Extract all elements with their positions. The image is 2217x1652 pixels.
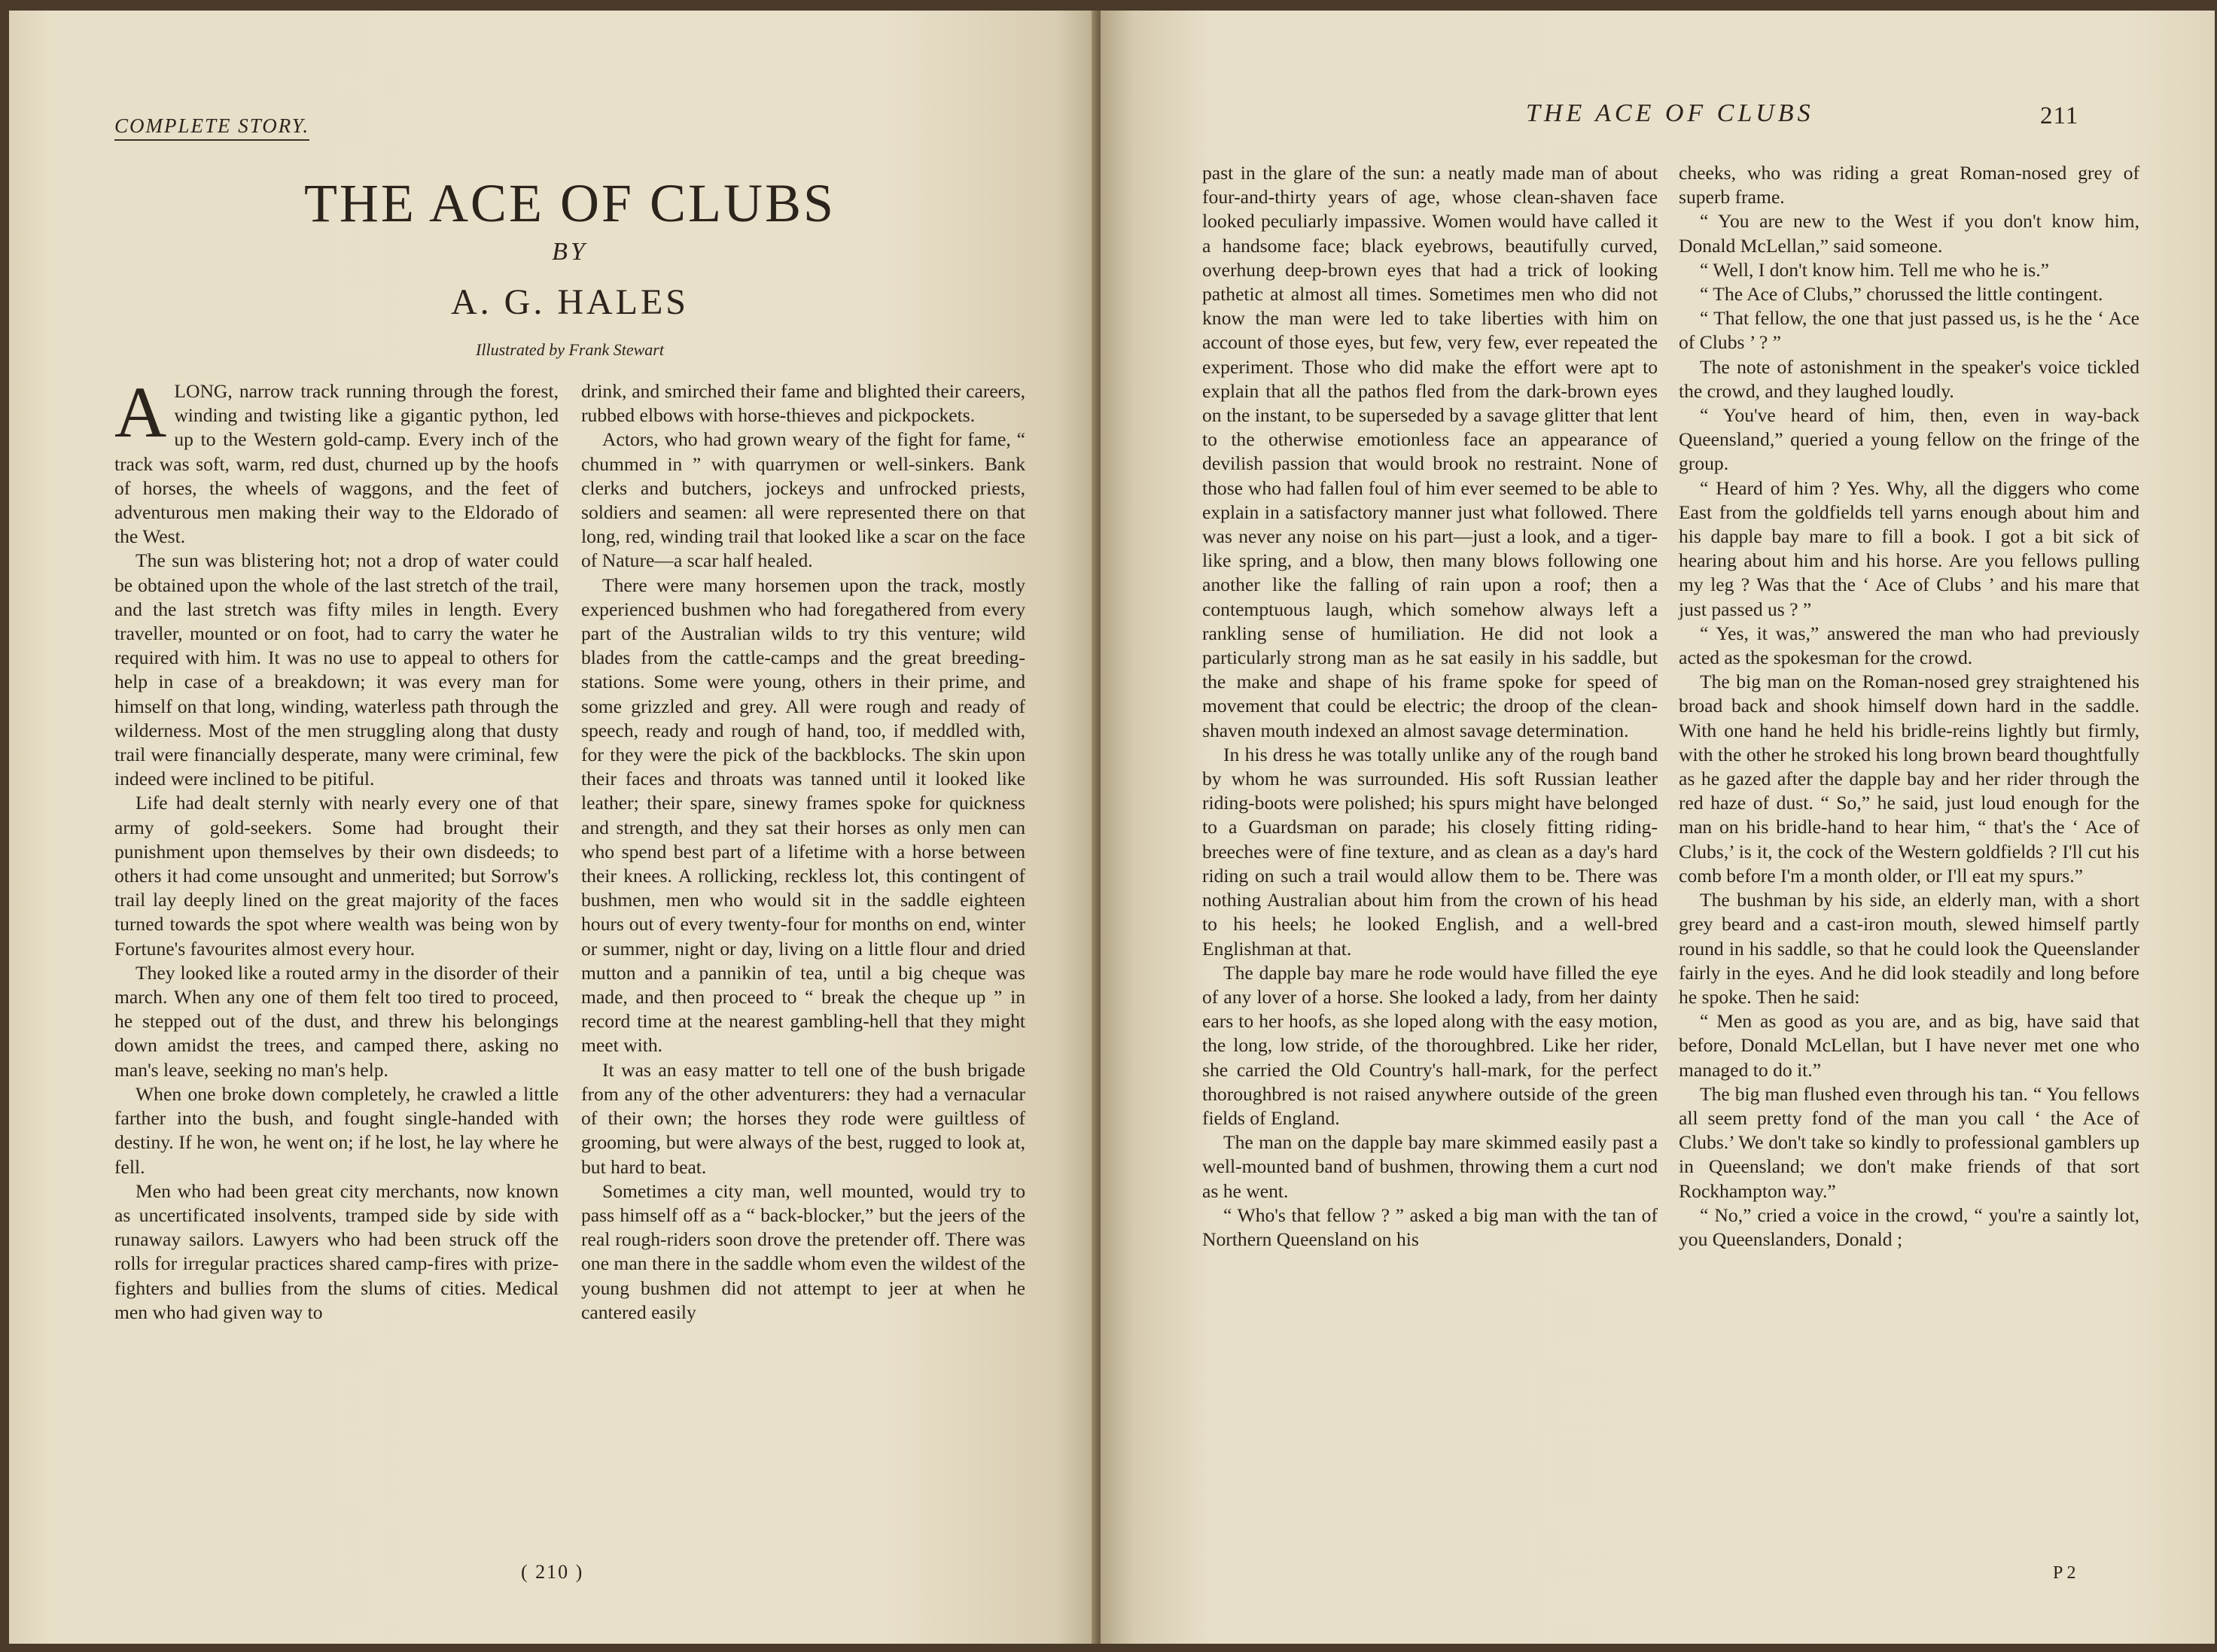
paragraph: “ Who's that fellow ? ” asked a big man with the tan of Northern Queensland on his	[1202, 1203, 1658, 1250]
paragraph: The man on the dapple bay mare skimmed easily past a well-mounted band of bushmen, throwing them a curt nod as he went.	[1202, 1131, 1658, 1202]
paragraph: “ Men as good as you are, and as big, have said that before, Donald McLellan, but I have never met one who managed to do it.”	[1679, 1010, 2139, 1081]
paragraph: The big man on the Roman-nosed grey straightened his broad back and shook himself down hard in the saddle. With one hand he held his bridle-reins lightly but firmly, with the other he stroked his long brown beard thoughtfully as he gazed after the dapple bay and her rider through the red haze of dust. “ So,” he said, just loud enough for the man on his bridle-hand to hear him, “ that's the ‘ Ace of Clubs,’ is it, the cock of the Western goldfields ? I'll cut his comb before I'm a month older, or I'll eat my spurs.”	[1679, 671, 2139, 887]
paragraph: The bushman by his side, an elderly man, with a short grey beard and a cast-iron mouth, slewed himself partly round in his saddle, so that he could look the Queenslander fairly in the eyes. And he did look steadily and long before he spoke. Then he said:	[1679, 889, 2139, 1008]
illustrator-credit: Illustrated by Frank Stewart	[476, 340, 664, 359]
author-name: A. G. HALES	[451, 282, 689, 322]
paragraph: They looked like a routed army in the disorder of their march. When any one of them felt too tired to proceed, he stepped out of the dust, and threw his belongings down amidst the trees, and camped there, asking no man's leave, seeking no man's help.	[114, 961, 559, 1081]
paragraph: There were many horsemen upon the track, mostly experienced bushmen who had foregathered from every part of the Australian wilds to try this venture; wild blades from the cattle-camps and the great breeding-stations. Some were young, others in their prime, and some grizzled and grey. All were rough and ready of speech, ready and rough of hand, too, if meddled with, for they were the pick of the backblocks. The skin upon their faces and throats was tanned until it looked like leather; their spare, sinewy frames spoke for quickness and strength, and they sat their horses as only men can who spend best part of a lifetime with a horse between their knees. A rollicking, reckless lot, this contingent of bushmen, men who would sit in the saddle eighteen hours out of every twenty-four for months on end, winter or summer, night or day, living on a little flour and dried mutton and a pannikin of tea, until a big cheque was made, and then proceed to “ break the cheque up ” in record time at the nearest gambling-hell that they might meet with.	[581, 573, 1025, 1057]
text-column-4	[1679, 161, 2139, 1252]
paragraph: “ That fellow, the one that just passed us, is he the ‘ Ace of Clubs ’ ? ”	[1679, 307, 2139, 354]
paragraph: Actors, who had grown weary of the fight for fame, “ chummed in ” with quarrymen or well-sinkers. Bank clerks and butchers, jockeys and unfrocked priests, soldiers and seamen: all were represented there on that long, red, winding trail that looked like a scar on the face of Nature—a scar half healed.	[581, 428, 1025, 572]
paragraph: ALONG, narrow track running through the forest, winding and twisting like a gigantic python, led up to the Western gold-camp. Every inch of the track was soft, warm, red dust, churned up by the hoofs of horses, the wheels of waggons, and the feet of adventurous men making their way to the Eldorado of the West.	[114, 372, 559, 548]
paragraph: Life had dealt sternly with nearly every one of that army of gold-seekers. Some had brought their punishment upon themselves by their own disdeeds; to others it had come unsought and unmerited; but Sorrow's trail lay deeply lined on the great majority of the faces turned towards the spot where wealth was being won by Fortune's favourites almost every hour.	[114, 792, 559, 960]
by-line: BY	[552, 238, 588, 266]
running-head-right: THE ACE OF CLUBS	[1526, 99, 1814, 127]
paragraph: drink, and smirched their fame and blighted their careers, rubbed elbows with horse-thieves and pickpockets.	[581, 380, 1025, 427]
paragraph: “ Well, I don't know him. Tell me who he is.”	[1700, 258, 2049, 281]
page-number: 211	[2040, 102, 2079, 129]
story-title: THE ACE OF CLUBS	[303, 173, 836, 233]
paragraph: past in the glare of the sun: a neatly made man of about four-and-thirty years of age, whose clean-shaven face looked peculiarly impassive. Women would have called it a handsome face; black eyebrows, beautifully curved, overhung deep-brown eyes that had a trick of looking pathetic at almost all times. Sometimes men who did not know the man were led to take liberties with him on account of those eyes, but few, very few, ever repeated the experiment. Those who did make the effort were apt to explain that all the pathos fled from the dark-brown eyes on the instant, to be superseded by a savage glitter that lent to the otherwise emotionless face an appearance of devilish passion that would brook no restraint. None of those who had fallen foul of him ever seemed to be able to explain in a satisfactory manner just what followed. There was never any noise on his part—just a look, and a tiger-like spring, and a blow, then many blows following one another like the falling of rain upon a roof; then a contemptuous laugh, which somehow always left a rankling sense of humiliation. He did not look a particularly strong man as he sat easily in his saddle, but the make and shape of his frame spoke for speed of movement that could be electric; the droop of the clean-shaven mouth indexed an almost savage determination.	[1202, 162, 1658, 741]
paragraph: cheeks, who was riding a great Roman-nosed grey of superb frame.	[1679, 162, 2139, 208]
drop-cap: A	[114, 372, 167, 452]
paragraph: The dapple bay mare he rode would have filled the eye of any lover of a horse. She looked a lady, from her dainty ears to her hoofs, as she loped along with the easy motion, the long, low stride, of the thoroughbred. Like her rider, she carried the Old Country's hall-mark, for the perfect thoroughbred is not raised anywhere outside of the green fields of England.	[1202, 961, 1658, 1129]
text-column-2	[581, 379, 1025, 1325]
paragraph: “ Heard of him ? Yes. Why, all the diggers who come East from the goldfields tell yarns enough about him and his dapple bay mare to fill a book. I got a bit sick of hearing about him and his horse. Are you fellows pulling my leg ? Was that the ‘ Ace of Clubs ’ and his mare that just passed us ? ”	[1679, 476, 2139, 620]
paragraph: It was an easy matter to tell one of the bush brigade from any of the other adventurers: they had a vernacular of their own; the horses they rode were guiltless of grooming, but were always of the best, rugged to look at, but hard to beat.	[581, 1058, 1025, 1178]
paragraph: “ You've heard of him, then, even in way-back Queensland,” queried a young fellow on the fringe of the group.	[1679, 404, 2139, 475]
paragraph: Sometimes a city man, well mounted, would try to pass himself off as a “ back-blocker,” but the jeers of the real rough-riders soon drove the pretender off. There was one man there in the saddle whom even the wildest of the young bushmen did not attempt to jeer at when he cantered easily	[581, 1179, 1025, 1323]
paragraph: The big man flushed even through his tan. “ You fellows all seem pretty fond of the man you call ‘ the Ace of Clubs.’ We don't take so kindly to professional gamblers up in Queensland; we don't make friends of that sort Rockhampton way.”	[1679, 1082, 2139, 1202]
right-page	[1101, 11, 2215, 1644]
paragraph: “ Yes, it was,” answered the man who had previously acted as the spokesman for the crowd.	[1679, 622, 2139, 669]
page-folio-left: ( 210 )	[521, 1561, 584, 1583]
left-page	[9, 11, 1101, 1644]
text-column-1	[114, 372, 559, 1325]
paragraph: The note of astonishment in the speaker's voice tickled the crowd, and they laughed loudly.	[1679, 355, 2139, 402]
paragraph: “ No,” cried a voice in the crowd, “ you're a saintly lot, you Queenslanders, Donald ;	[1679, 1203, 2139, 1250]
paragraph: The sun was blistering hot; not a drop of water could be obtained upon the whole of the last stretch of the trail, and the last stretch was fifty miles in length. Every traveller, mounted or on foot, had to carry the water he required with him. It was no use to appeal to others for help in case of a breakdown; it was every man for himself on that long, winding, waterless path through the wilderness. Most of the men struggling along that dusty trail were financially desperate, many were criminal, few indeed were inclined to be pitiful.	[114, 549, 559, 790]
paragraph: Men who had been great city merchants, now known as uncertificated insolvents, tramped side by side with runaway sailors. Lawyers who had been struck off the rolls for irregular practices shared camp-fires with prize-fighters and bullies from the slums of cities. Medical men who had given way to	[114, 1179, 559, 1323]
running-head-left: COMPLETE STORY.	[114, 114, 309, 141]
paragraph: “ The Ace of Clubs,” chorussed the little contingent.	[1700, 283, 2103, 306]
printer-signature: P 2	[2053, 1563, 2076, 1583]
text-column-3	[1202, 161, 1658, 1252]
paragraph: In his dress he was totally unlike any of the rough band by whom he was surrounded. His soft Russian leather riding-boots were polished; his spurs might have belonged to a Guardsman on parade; his closely fitting riding-breeches were of fine texture, and as clean as a day's hard riding on such a trail would allow them to be. There was nothing Australian about him from the crown of his head to his heels; he looked English, and a well-bred Englishman at that.	[1202, 743, 1658, 960]
paragraph: When one broke down completely, he crawled a little farther into the bush, and fought single-handed with destiny. If he won, he went on; if he lost, he lay where he fell.	[114, 1082, 559, 1178]
paragraph: “ You are new to the West if you don't know him, Donald McLellan,” said someone.	[1679, 210, 2139, 257]
